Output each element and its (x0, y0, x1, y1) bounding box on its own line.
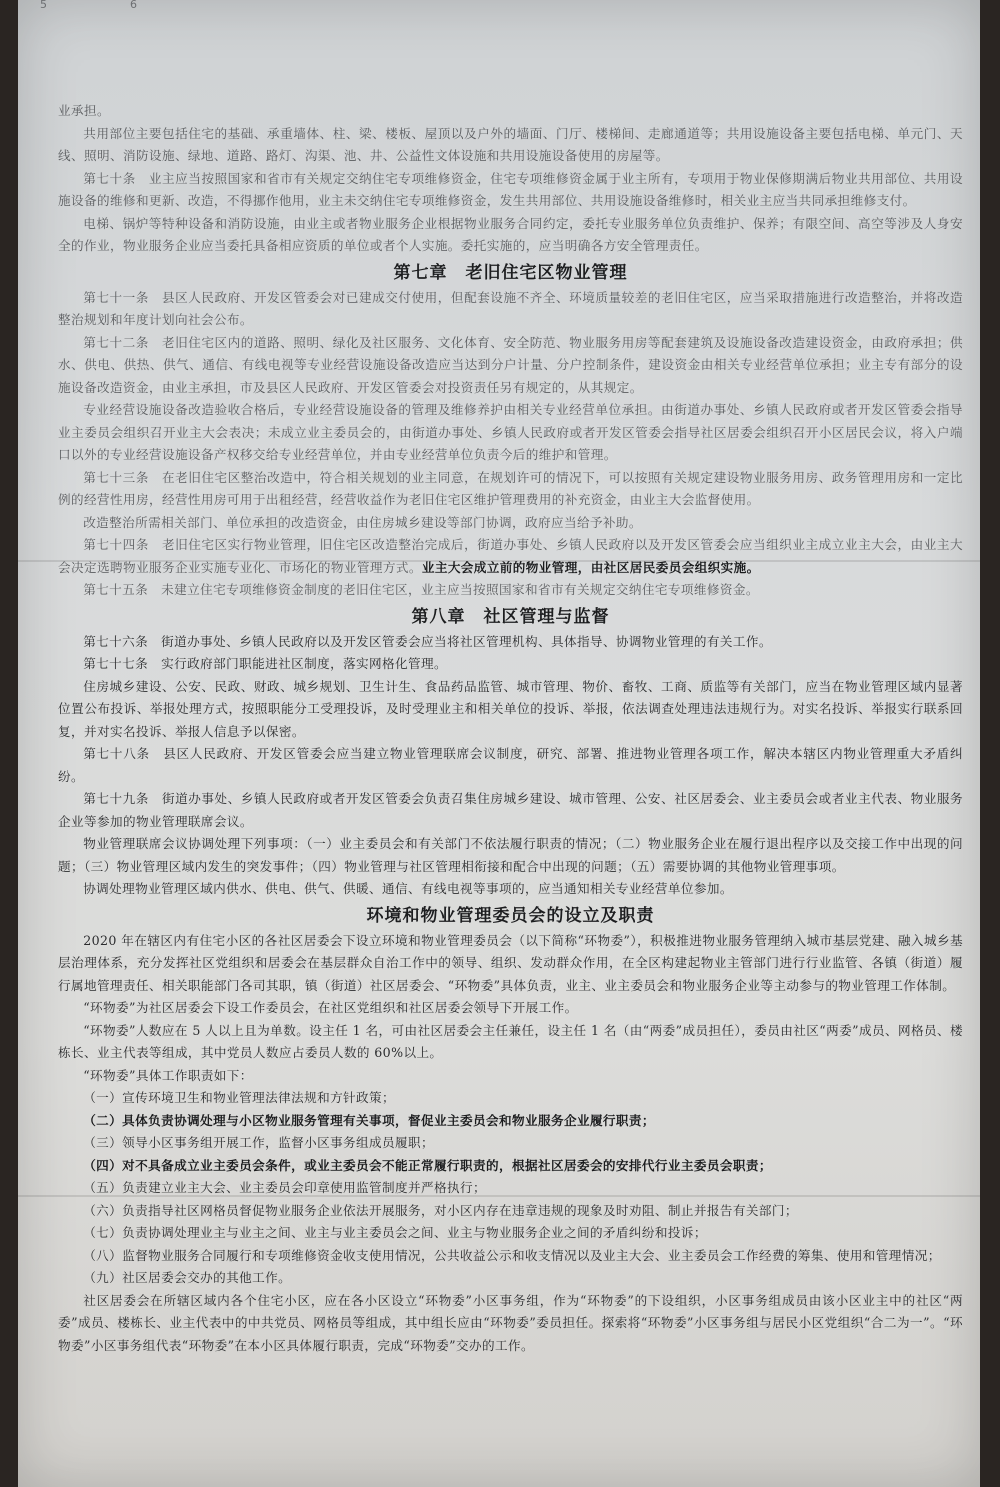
article-74 (58, 534, 963, 579)
article-number: 第七十七条 (83, 656, 149, 671)
paragraph (58, 399, 963, 467)
paragraph: 电梯、锅炉等特种设备和消防设施，由业主或者物业服务企业根据物业服务合同约定，委托专业服务单位负责维护、保养；有限空间、高空等涉及人身安全的作业，物业服务企业应当委托具备相应资质的单位或者个人实施。委托实施的，应当明确各方安全管理责任。 (58, 215, 963, 253)
article-number: 第七十四条 (83, 537, 149, 552)
duty-item-7: （七）负责协调处理业主与业主之间、业主与业主委员会之间、业主与物业服务企业之间的矛盾纠纷和投诉； (83, 1225, 707, 1240)
article-76 (58, 631, 963, 654)
article-73 (58, 467, 963, 512)
article-number: 第七十三条 (83, 469, 149, 485)
article-number: 第七十八条 (83, 746, 150, 761)
article-70 (58, 168, 963, 213)
paragraph: 住房城乡建设、公安、民政、财政、城乡规划、卫生计生、食品药品监管、城市管理、物价、畜牧、工商、质监等有关部门，应当在物业管理区域内显著位置公布投诉、举报处理方式，按照职能分工受理投诉，及时受理业主和相关单位的投诉、举报，依法调查处理违法违规行为。对实名投诉、举报实行联系回复，并对实名投诉、举报人信息予以保密。 (58, 678, 963, 739)
article-emphasis: 业主大会成立前的物业管理，由社区居民委员会组织实施。 (421, 559, 760, 575)
article-number: 第七十一条 (83, 289, 149, 305)
chapter-7-title: 第七章 老旧住宅区物业管理 (393, 262, 628, 283)
chapter-8-title: 第八章 社区管理与监督 (411, 606, 610, 627)
duty-item-5: （五）负责建立业主大会、业主委员会印章使用监管制度并严格执行； (83, 1180, 486, 1195)
article-text: 县区人民政府、开发区管委会对已建成交付使用，但配套设施不齐全、环境质量较差的老旧住宅区，应当采取措施进行改造整治，并将改造整治规划和年度计划向社会公布。 (58, 289, 963, 327)
article-number: 第七十五条 (83, 582, 149, 597)
duty-text: （二）具体负责协调处理与小区物业服务管理有关事项，督促业主委员会和物业服务企业履行职责； (83, 1112, 655, 1128)
article-78 (58, 743, 963, 788)
article-71 (58, 287, 963, 332)
paragraph: “环物委”具体工作职责如下： (83, 1067, 253, 1083)
article-number: 第七十六条 (83, 633, 149, 649)
article-text: 街道办事处、乡镇人民政府以及开发区管委会应当将社区管理机构、具体指导、协调物业管理的有关工作。 (161, 633, 772, 649)
duty-text: （四）对不具备成立业主委员会条件，或业主委员会不能正常履行职责的，根据社区居委会的安排代行业主委员会职责； (83, 1157, 772, 1173)
duty-item-4 (58, 1155, 963, 1178)
article-text: 老旧住宅区内的道路、照明、绿化及社区服务、文化体育、安全防范、物业服务用房等配套建筑及设施设备改造建设资金，由政府承担；供水、供电、供热、供气、通信、有线电视等专业经营设施设备改造应当达到分户计量、分户控制条件，建设资金由相关专业经营单位承担；业主专有部分的设施设备改造资金，由业主承担，市及县区人民政府、开发区管委会对投资责任另有规定的，从其规定。 (58, 334, 963, 395)
paragraph: 改造整治所需相关部门、单位承担的改造资金，由住房城乡建设等部门协调，政府应当给予补助。 (83, 514, 642, 530)
duty-item-9: （九）社区居委会交办的其他工作。 (83, 1270, 292, 1285)
duty-item-6: （六）负责指导社区网格员督促物业服务企业依法开展服务，对小区内存在违章违规的现象及时劝阻、制止并报告有关部门； (83, 1202, 798, 1218)
article-75 (58, 579, 963, 602)
article-number: 第七十九条 (83, 791, 149, 806)
article-text: 未建立住宅专项维修资金制度的老旧住宅区，业主应当按照国家和省市有关规定交纳住宅专项维修资金。 (161, 582, 759, 597)
article-text: 在老旧住宅区整治改造中，符合相关规划的业主同意，在规划许可的情况下，可以按照有关规定建设物业服务用房、政务管理用房和一定比例的经营性用房，经营性用房可用于出租经营，经营收益作为老旧住宅区维护管理费用的补充资金，由业主大会监督使用。 (58, 469, 963, 507)
document-sheet (18, 0, 980, 1487)
article-text: 街道办事处、乡镇人民政府或者开发区管委会负责召集住房城乡建设、城市管理、公安、社区居委会、业主委员会或者业主代表、物业服务企业等参加的物业管理联席会议。 (58, 791, 963, 829)
paragraph: 物业管理联席会议协调处理下列事项：（一）业主委员会和有关部门不依法履行职责的情况；（二）物业服务企业在履行退出程序以及交接工作中出现的问题；（三）物业管理区域内发生的突发事件；（四）物业管理与社区管理相衔接和配合中出现的问题；（五）需要协调的其他物业管理事项。 (58, 836, 963, 874)
paragraph: “环物委”为社区居委会下设工作委员会，在社区党组织和社区居委会领导下开展工作。 (83, 1000, 578, 1015)
article-text: 县区人民政府、开发区管委会应当建立物业管理联席会议制度，研究、部署、推进物业管理各项工作，解决本辖区内物业管理重大矛盾纠纷。 (58, 746, 964, 784)
page-mark-right: 6 (130, 0, 137, 11)
paragraph: 社区居委会在所辖区域内各个住宅小区，应在各小区设立“环物委”小区事务组，作为“环物委”的下设组织，小区事务组成员由该小区业主中的社区“两委”成员、楼栋长、业主代表中的中共党员、网格员等组成，其中组长应由“环物委”委员担任。探索将“环物委”小区事务组与居民小区党组织“合二为一”。“环物委”小区事务组代表“环物委”在本小区具体履行职责，完成“环物委”交办的工作。 (58, 1292, 963, 1353)
article-72 (58, 332, 963, 400)
duty-item-3: （三）领导小区事务组开展工作，监督小区事务组成员履职； (83, 1135, 435, 1150)
document-body (58, 100, 963, 1357)
paragraph: 2020 年在辖区内有住宅小区的各社区居委会下设立环境和物业管理委员会（以下简称“环物委”），积极推进物业服务管理纳入城市基层党建、融入城乡基层治理体系，充分发挥社区党组织和居委会在基层群众自治工作中的领导、组织、发动群众作用，在全区构建起物业主管部门进行行业监管、各镇（街道）履行属地管理责任、相关职能部门各司其职，镇（街道）社区居委会、“环物委”具体负责，业主、业主委员会和物业服务企业等主动参与的物业管理工作体制。 (58, 932, 963, 993)
article-79 (58, 788, 963, 833)
page-mark-left: 5 (40, 0, 47, 11)
article-text: 实行政府部门职能进社区制度，落实网格化管理。 (161, 656, 448, 671)
paragraph: 协调处理物业管理区域内供水、供电、供气、供暖、通信、有线电视等事项的，应当通知相关专业经营单位参加。 (83, 881, 733, 896)
committee-section-title: 环境和物业管理委员会的设立及职责 (366, 905, 655, 926)
article-text: 老旧住宅区实行物业管理，旧住宅区改造整治完成后，街道办事处、乡镇人民政府以及开发区管委会应当组织业主成立业主大会，由业主大会决定选聘物业服务企业实施专业化、市场化的物业管理方式。 (58, 537, 963, 575)
paragraph: 业承担。 (58, 103, 110, 118)
paragraph: “环物委”人数应在 5 人以上且为单数。设主任 1 名，可由社区居委会主任兼任，设主任 1 名（由“两委”成员担任），委员由社区“两委”成员、网格员、楼栋长、业主代表等组成，其中党员人数应占委员人数的 60%以上。 (58, 1022, 963, 1060)
duty-item-8: （八）监督物业服务合同履行和专项维修资金收支使用情况，公共收益公示和收支情况以及业主大会、业主委员会工作经费的筹集、使用和管理情况； (83, 1247, 941, 1263)
paragraph: 共用部位主要包括住宅的基础、承重墙体、柱、梁、楼板、屋顶以及户外的墙面、门厅、楼梯间、走廊通道等；共用设施设备主要包括电梯、单元门、天线、照明、消防设施、绿地、道路、路灯、沟渠、池、井、公益性文体设施和共用设施设备使用的房屋等。 (58, 125, 963, 163)
article-number: 第七十条 (83, 170, 136, 186)
duty-item-1: （一）宣传环境卫生和物业管理法律法规和方针政策； (83, 1090, 396, 1105)
article-77 (58, 653, 963, 676)
paragraph-part: 专业经营设施设备改造验收合格后，专业经营设施设备的管理及维修养护由相关专业经营单位承担。由街道办事处、乡镇人民政府或者开发区管委会指导业主委员会组织召开业主大会表决； (58, 402, 963, 440)
paragraph-part: 未成立业主委员会的，由街道办事处、乡镇人民政府或者开发区管委会指导社区居委会组织召开小区居民会议，将入户端口以外的专业经营设施设备产权移交给专业经营单位，并由专业经营单位负责今后的维护和管理。 (58, 424, 963, 462)
article-number: 第七十二条 (83, 334, 149, 350)
article-text: 业主应当按照国家和省市有关规定交纳住宅专项维修资金，住宅专项维修资金属于业主所有，专项用于物业保修期满后物业共用部位、共用设施设备的维修和更新、改造，不得挪作他用，业主未交纳住宅专项维修资金，发生共用部位、共用设施设备维修时，相关业主应当共同承担维修支付。 (58, 170, 963, 208)
duty-item-2 (58, 1110, 963, 1133)
